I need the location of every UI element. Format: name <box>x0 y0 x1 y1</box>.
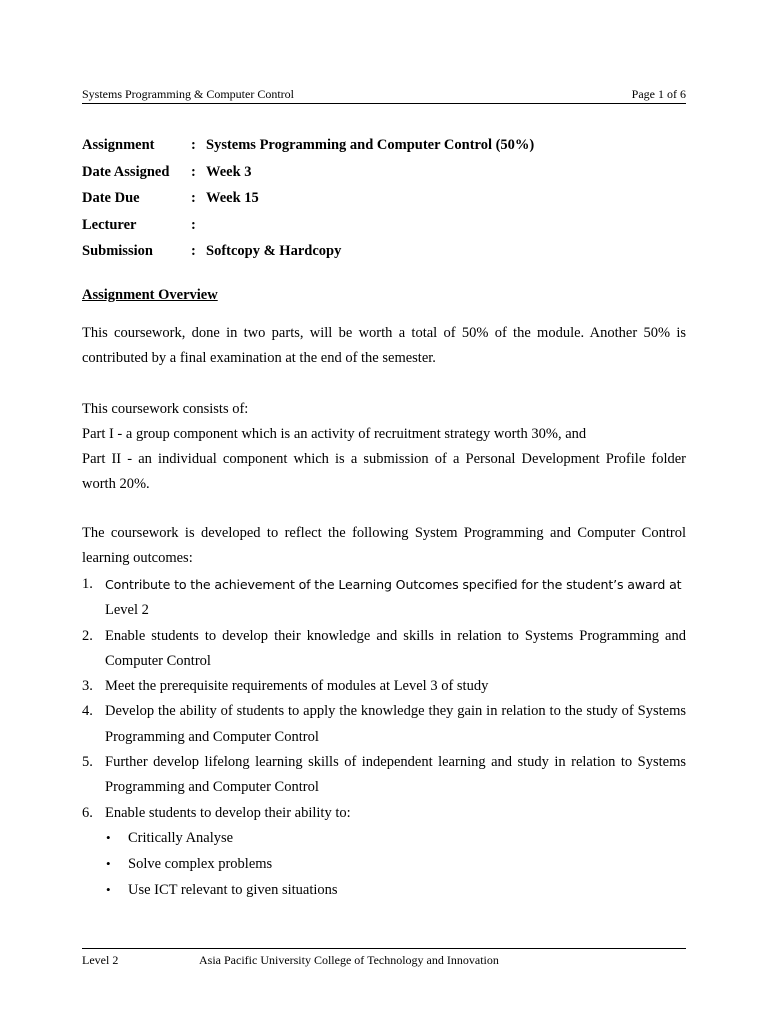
list-item <box>82 674 686 699</box>
footer-institution: Asia Pacific University College of Technology and Innovation <box>199 953 499 967</box>
header-course-title: Systems Programming & Computer Control <box>82 87 294 101</box>
list-number: 6. <box>82 804 93 821</box>
list-number: 4. <box>82 703 93 720</box>
list-text: Develop the ability of students to apply the knowledge they gain in relation to the study of Systems Programming and Computer Control <box>105 703 686 745</box>
bullet-text: Critically Analyse <box>128 830 234 846</box>
bullet-item <box>82 825 686 851</box>
overview-paragraph: This coursework, done in two parts, will be worth a total of 50% of the module. Another 50% is contributed by a final examination at the end of the semester. <box>82 325 686 366</box>
meta-value: Systems Programming and Computer Control (50%) <box>206 137 535 153</box>
bullet-text: Use ICT relevant to given situations <box>128 882 338 898</box>
bullet-item <box>82 851 686 877</box>
consists-intro: This coursework consists of: <box>82 401 249 417</box>
part-two: Part II - an individual component which is a submission of a Personal Development Profile folder worth 20%. <box>82 451 686 492</box>
header-page-number: Page 1 of 6 <box>631 87 686 101</box>
list-text: Enable students to develop their ability to: <box>105 804 351 821</box>
page-header <box>82 87 686 104</box>
list-item <box>82 801 686 826</box>
bullet-icon: • <box>106 882 111 897</box>
list-item <box>82 572 686 624</box>
meta-label: Date Due <box>82 190 140 206</box>
meta-label: Submission <box>82 243 153 259</box>
meta-value: Softcopy & Hardcopy <box>206 243 342 259</box>
bullet-text: Solve complex problems <box>128 856 273 872</box>
outcomes-intro: The coursework is developed to reflect the following System Programming and Computer Control learning outcomes: <box>82 525 686 566</box>
meta-colon: : <box>191 216 196 233</box>
meta-colon: : <box>191 163 196 180</box>
list-text: Contribute to the achievement of the Learning Outcomes specified for the student’s award at <box>105 577 682 592</box>
part-one: Part I - a group component which is an activity of recruitment strategy worth 30%, and <box>82 426 587 442</box>
meta-colon: : <box>191 190 196 206</box>
learning-outcomes-list <box>82 572 686 826</box>
list-item <box>82 699 686 750</box>
coursework-parts <box>82 397 686 497</box>
meta-value: Week 3 <box>206 163 252 180</box>
bullet-item <box>82 877 686 903</box>
abilities-list <box>82 825 686 903</box>
meta-value: Week 15 <box>206 190 259 206</box>
list-number: 5. <box>82 754 93 771</box>
bullet-icon: • <box>106 856 111 871</box>
meta-colon: : <box>191 243 196 259</box>
list-number: 2. <box>82 627 93 644</box>
bullet-icon: • <box>106 830 111 845</box>
meta-label: Assignment <box>82 137 155 153</box>
meta-colon: : <box>191 137 196 153</box>
meta-label: Lecturer <box>82 216 137 233</box>
footer-level: Level 2 <box>82 953 119 967</box>
list-text: Further develop lifelong learning skills of independent learning and study in relation to Systems Programming and Computer Control <box>105 754 686 796</box>
list-item <box>82 750 686 801</box>
page-footer <box>82 948 686 969</box>
list-text: Enable students to develop their knowledge and skills in relation to Systems Programming and Computer Control <box>105 627 686 669</box>
list-text-continued: Level 2 <box>105 602 149 619</box>
list-item <box>82 624 686 675</box>
section-title: Assignment Overview <box>82 287 218 303</box>
list-number: 1. <box>82 576 93 592</box>
meta-label: Date Assigned <box>82 163 170 180</box>
list-text: Meet the prerequisite requirements of modules at Level 3 of study <box>105 678 489 695</box>
list-number: 3. <box>82 678 93 695</box>
